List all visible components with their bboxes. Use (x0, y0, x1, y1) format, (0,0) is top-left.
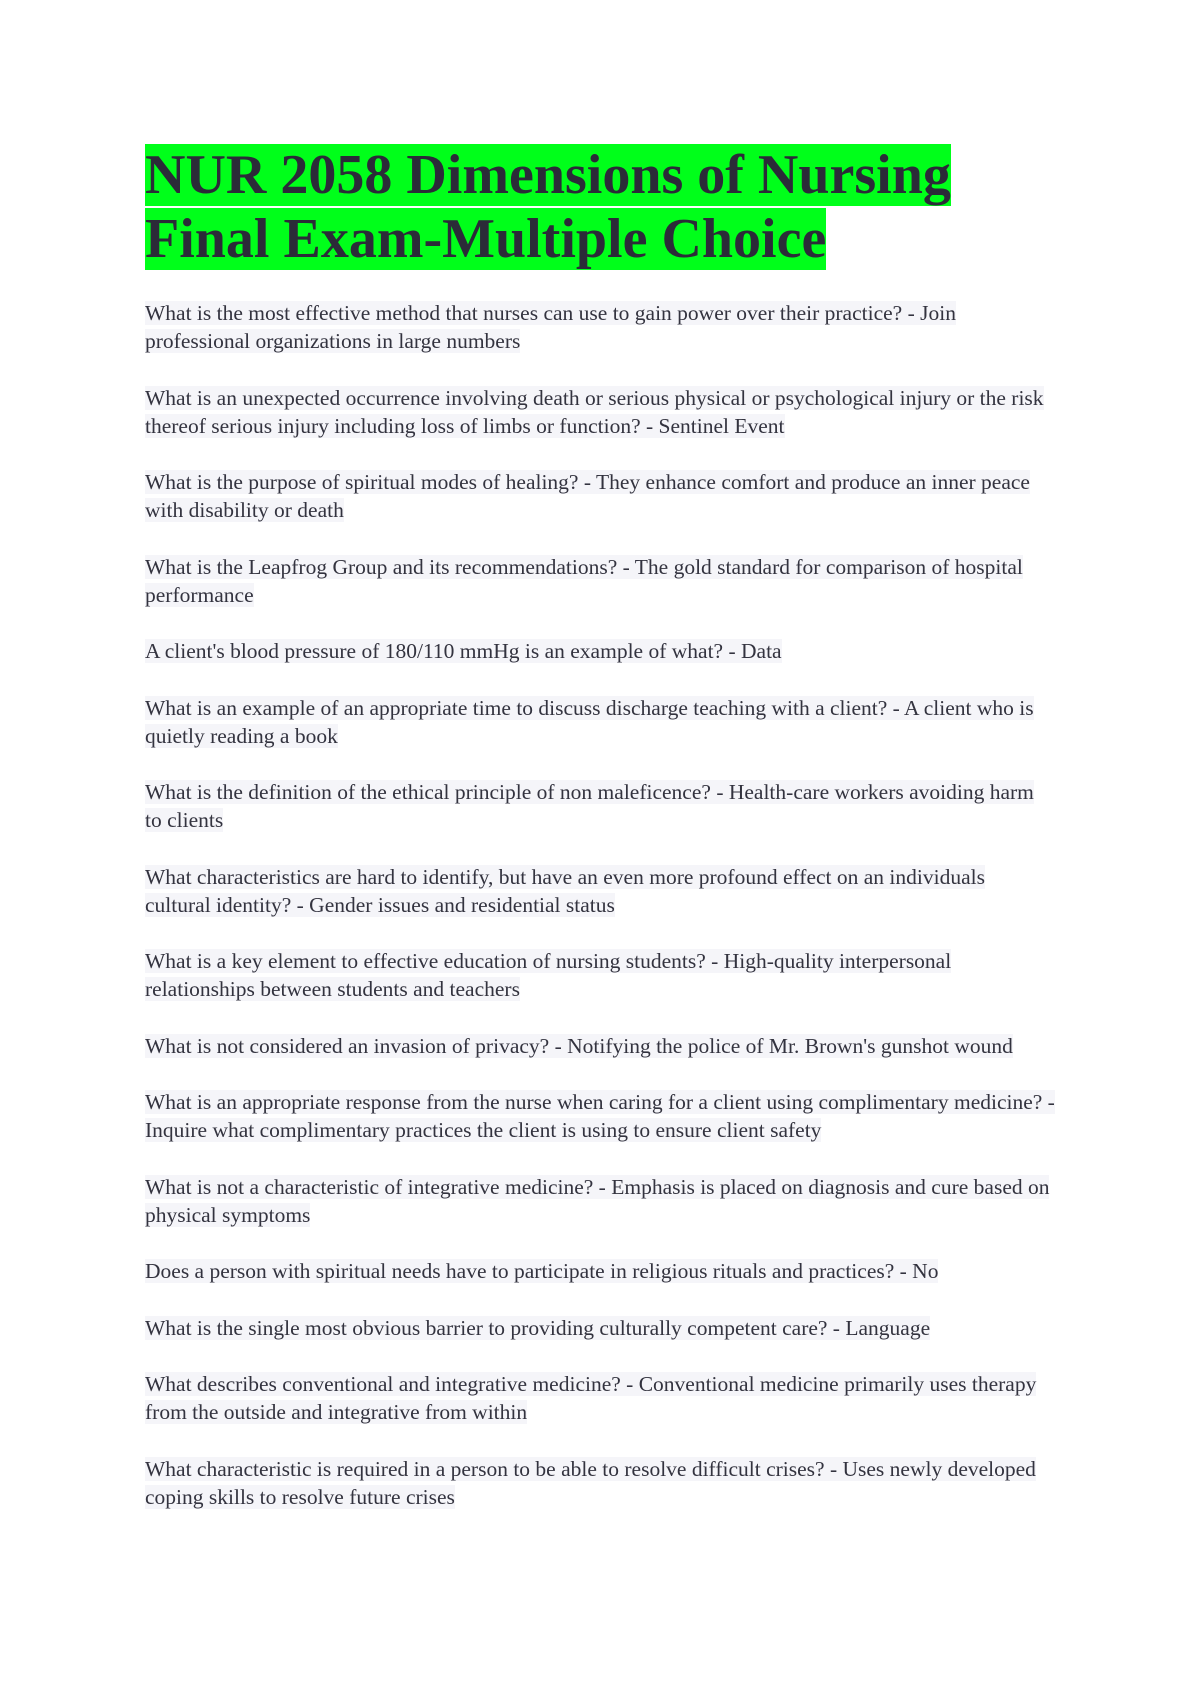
list-item (145, 1173, 1055, 1229)
document-page (145, 143, 1055, 1539)
question-answer-text: What is not considered an invasion of privacy? - Notifying the police of Mr. Brown's gunshot wound (145, 1033, 1013, 1058)
list-item (145, 1314, 1055, 1342)
question-answer-text: What is an unexpected occurrence involving death or serious physical or psychological injury or the risk thereof serious injury including loss of limbs or function? - Sentinel Event (145, 385, 1044, 438)
question-answer-text: What is an appropriate response from the nurse when caring for a client using complimentary medicine? - Inquire what complimentary practices the client is using to ensure client safety (145, 1090, 1055, 1142)
question-list (145, 299, 1055, 1511)
question-answer-text: What is an example of an appropriate time to discuss discharge teaching with a client? - A client who is quietly reading a book (145, 695, 1034, 748)
document-title-text: NUR 2058 Dimensions of Nursing Final Exam-Multiple Choice (145, 144, 951, 270)
list-item (145, 1032, 1055, 1060)
list-item (145, 863, 1055, 919)
document-title (145, 143, 1055, 271)
question-answer-text: Does a person with spiritual needs have to participate in religious rituals and practices? - No (145, 1259, 939, 1283)
question-answer-text: What characteristics are hard to identify, but have an even more profound effect on an individuals cultural identity? - Gender issues and residential status (145, 864, 985, 917)
list-item (145, 384, 1055, 440)
question-answer-text: What is the most effective method that nurses can use to gain power over their practice? - Join professional organizations in large numbers (145, 301, 956, 353)
question-answer-text: A client's blood pressure of 180/110 mmHg is an example of what? - Data (145, 639, 782, 663)
question-answer-text: What characteristic is required in a person to be able to resolve difficult crises? - Uses newly developed coping skills to resolve future crises (145, 1456, 1036, 1509)
list-item (145, 778, 1055, 834)
question-answer-text: What describes conventional and integrative medicine? - Conventional medicine primarily uses therapy from the outside and integrative from within (145, 1372, 1037, 1424)
list-item (145, 947, 1055, 1003)
list-item (145, 1455, 1055, 1511)
question-answer-text: What is the purpose of spiritual modes of healing? - They enhance comfort and produce an inner peace with disability or death (145, 470, 1030, 522)
question-answer-text: What is not a characteristic of integrative medicine? - Emphasis is placed on diagnosis and cure based on physical symptoms (145, 1174, 1050, 1227)
question-answer-text: What is a key element to effective education of nursing students? - High-quality interpersonal relationships between students and teachers (145, 949, 952, 1001)
list-item (145, 1257, 1055, 1285)
list-item (145, 1088, 1055, 1144)
question-answer-text: What is the single most obvious barrier to providing culturally competent care? - Language (145, 1315, 931, 1340)
question-answer-text: What is the Leapfrog Group and its recommendations? - The gold standard for comparison of hospital performance (145, 554, 1023, 607)
list-item (145, 553, 1055, 609)
list-item (145, 299, 1055, 355)
list-item (145, 468, 1055, 524)
list-item (145, 1370, 1055, 1426)
question-answer-text: What is the definition of the ethical principle of non maleficence? - Health-care workers avoiding harm to clients (145, 780, 1034, 832)
list-item (145, 694, 1055, 750)
list-item (145, 637, 1055, 665)
